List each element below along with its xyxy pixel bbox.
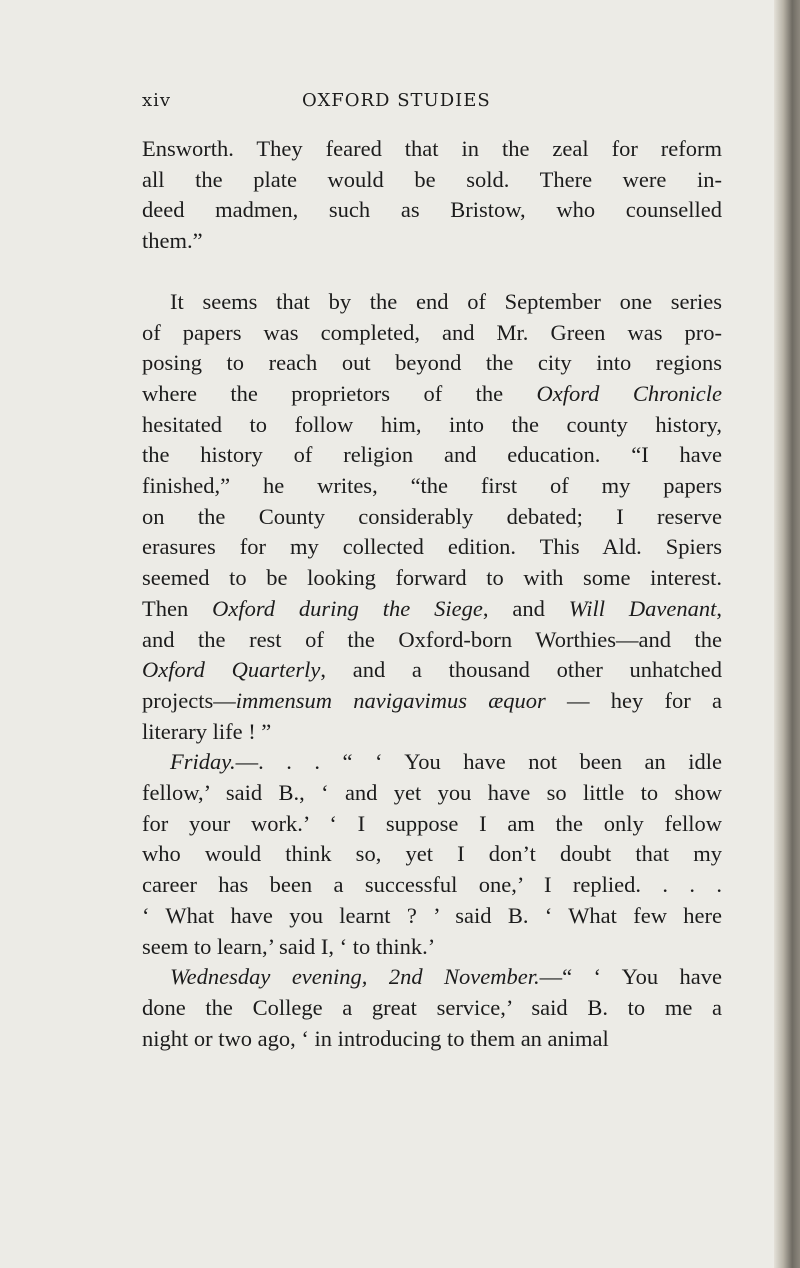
text-line: career has been a successful one,’ I replied. . . . bbox=[142, 872, 722, 898]
text-line: Friday.—. . . “ ‘ You have not been an idle bbox=[170, 749, 722, 775]
text-line: on the County considerably debated; I reserve bbox=[142, 503, 722, 529]
page-number: xiv bbox=[142, 90, 172, 111]
text-line: deed madmen, such as Bristow, who counselled bbox=[142, 197, 722, 223]
paragraph bbox=[142, 747, 722, 962]
text-line: seemed to be looking forward to with some interest. bbox=[142, 565, 722, 591]
text-line: seem to learn,’ said I, ‘ to think.’ bbox=[142, 933, 436, 959]
text-line: fellow,’ said B., ‘ and yet you have so little to show bbox=[142, 780, 722, 806]
text-line: for your work.’ ‘ I suppose I am the only fellow bbox=[142, 810, 722, 836]
text-line: hesitated to follow him, into the county history, bbox=[142, 411, 722, 437]
text-line: Oxford Quarterly, and a thousand other unhatched bbox=[142, 657, 722, 683]
text-line: night or two ago, ‘ in introducing to them an animal bbox=[142, 1025, 609, 1051]
paragraph bbox=[142, 134, 722, 257]
text-line: Then Oxford during the Siege, and Will Davenant, bbox=[142, 595, 722, 621]
text-line: where the proprietors of the Oxford Chronicle bbox=[142, 380, 722, 406]
text-line: finished,” he writes, “the first of my papers bbox=[142, 473, 722, 499]
paragraph bbox=[142, 962, 722, 1054]
text-line: Wednesday evening, 2nd November.—“ ‘ You have bbox=[170, 964, 722, 990]
text-line: them.” bbox=[142, 228, 203, 254]
text-line: posing to reach out beyond the city into regions bbox=[142, 350, 722, 376]
text-line: literary life ! ” bbox=[142, 718, 272, 744]
text-line: ‘ What have you learnt ? ’ said B. ‘ What few here bbox=[142, 902, 722, 928]
text-line: the history of religion and education. “I have bbox=[142, 442, 722, 468]
text-line: of papers was completed, and Mr. Green was pro- bbox=[142, 319, 722, 345]
text-line: and the rest of the Oxford-born Worthies—and the bbox=[142, 626, 722, 652]
text-line: Ensworth. They feared that in the zeal for reform bbox=[142, 136, 722, 161]
text-line: It seems that by the end of September one series bbox=[170, 288, 722, 314]
text-line: projects—immensum navigavimus æquor — hey for a bbox=[142, 687, 723, 713]
paragraph bbox=[142, 287, 722, 748]
text-line: who would think so, yet I don’t doubt that my bbox=[142, 841, 722, 867]
page-gutter-shadow bbox=[774, 0, 800, 1268]
text-line: erasures for my collected edition. This Ald. Spiers bbox=[142, 534, 722, 560]
text-line: done the College a great service,’ said B. to me a bbox=[142, 994, 722, 1020]
body-text bbox=[142, 134, 722, 1054]
page-header bbox=[142, 90, 722, 120]
text-line: all the plate would be sold. There were in- bbox=[142, 166, 722, 192]
running-head: OXFORD STUDIES bbox=[302, 90, 491, 111]
